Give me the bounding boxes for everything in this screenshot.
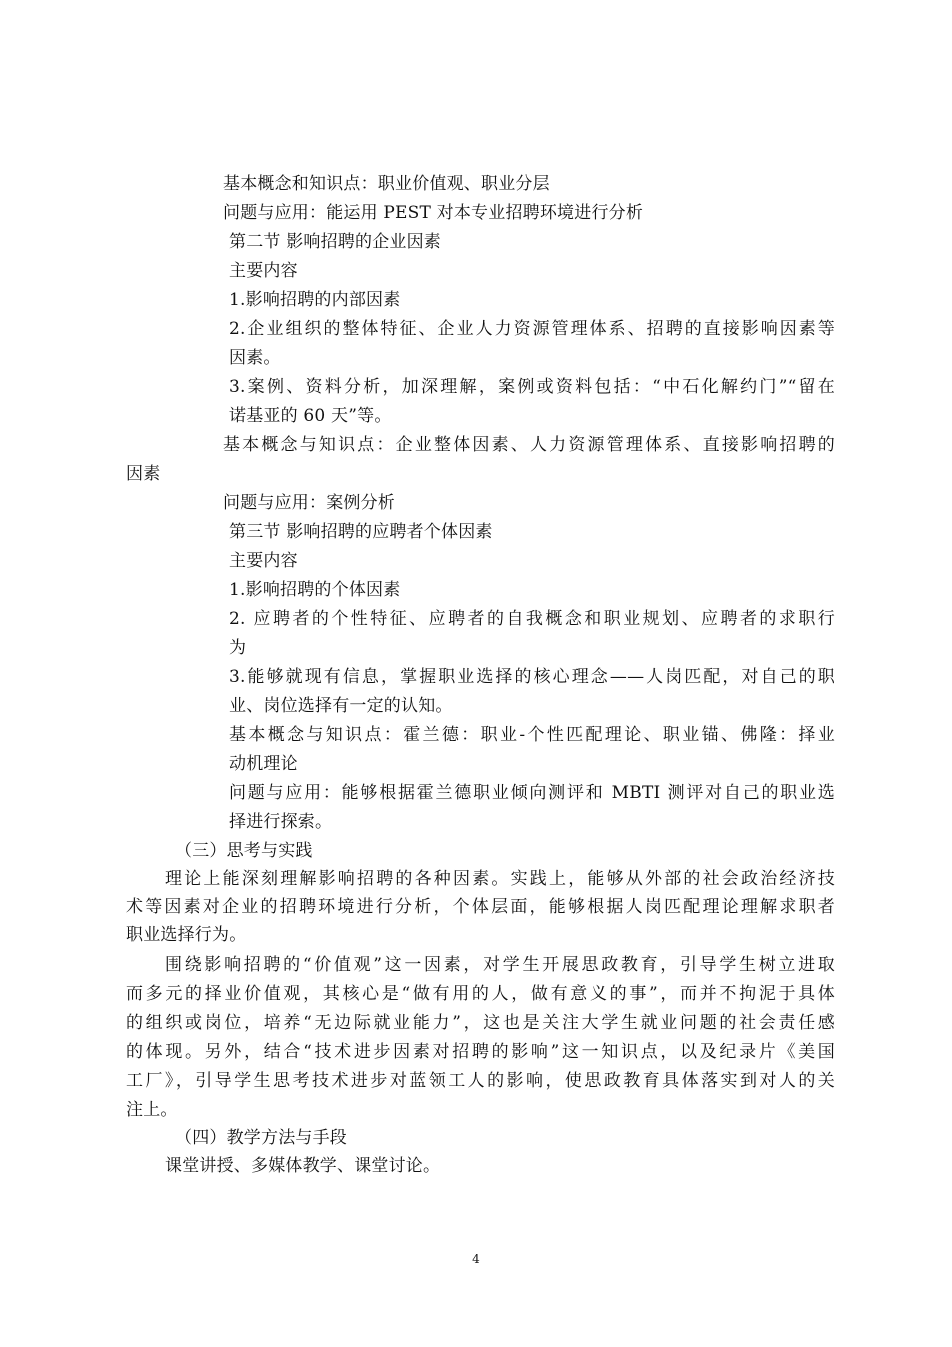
paragraph-line: 术等因素对企业的招聘环境进行分析，个体层面，能够根据人岗匹配理论理解求职者 [126,897,835,917]
text-line: 3.案例、资料分析，加深理解，案例或资料包括：“中石化解约门”“留在 [229,377,835,397]
text-line: 基本概念和知识点：职业价值观、职业分层 [223,174,550,194]
text-line: 因素。 [229,348,281,368]
paragraph-line: 而多元的择业价值观，其核心是“做有用的人，做有意义的事”，而并不拘泥于具体 [126,984,835,1004]
paragraph-line: 职业选择行为。 [126,925,247,945]
text-line: 1.影响招聘的个体因素 [229,580,401,600]
text-line: 主要内容 [229,261,298,281]
text-line: 2.企业组织的整体特征、企业人力资源管理体系、招聘的直接影响因素等 [229,319,835,339]
section-heading: 第三节 影响招聘的应聘者个体因素 [229,522,493,542]
text-line: 3.能够就现有信息，掌握职业选择的核心理念——人岗匹配，对自己的职 [229,667,835,687]
text-line: 因素 [126,464,161,484]
text-line: 问题与应用：能运用 PEST 对本专业招聘环境进行分析 [223,203,644,223]
paragraph-line: 理论上能深刻理解影响招聘的各种因素。实践上，能够从外部的社会政治经济技 [165,869,835,889]
text-line: 2. 应聘者的个性特征、应聘者的自我概念和职业规划、应聘者的求职行 [229,609,835,629]
paragraph-line: 工厂》，引导学生思考技术进步对蓝领工人的影响，使思政教育具体落实到对人的关 [126,1071,835,1091]
paragraph-line: 课堂讲授、多媒体教学、课堂讨论。 [165,1156,441,1176]
text-line: 主要内容 [229,551,298,571]
text-line: 1.影响招聘的内部因素 [229,290,401,310]
subsection-heading: （三）思考与实践 [175,841,313,861]
paragraph-line: 的组织或岗位，培养“无边际就业能力”，这也是关注大学生就业问题的社会责任感 [126,1013,835,1033]
text-line: 基本概念与知识点：企业整体因素、人力资源管理体系、直接影响招聘的 [223,435,835,455]
text-line: 为 [229,638,247,658]
page-number: 4 [472,1252,480,1266]
subsection-heading: （四）教学方法与手段 [175,1128,347,1148]
paragraph-line: 注上。 [126,1100,178,1120]
text-line: 动机理论 [229,754,298,774]
paragraph-line: 的体现。另外，结合“技术进步因素对招聘的影响”这一知识点，以及纪录片《美国 [126,1042,835,1062]
paragraph-line: 围绕影响招聘的“价值观”这一因素，对学生开展思政教育，引导学生树立进取 [165,955,835,975]
text-line: 择进行探索。 [229,812,333,832]
section-heading: 第二节 影响招聘的企业因素 [229,232,442,252]
text-line: 问题与应用：能够根据霍兰德职业倾向测评和 MBTI 测评对自己的职业选 [229,783,835,803]
text-line: 诺基亚的 60 天”等。 [229,406,392,426]
text-line: 业、岗位选择有一定的认知。 [229,696,453,716]
text-line: 问题与应用：案例分析 [223,493,395,513]
text-line: 基本概念与知识点：霍兰德：职业-个性匹配理论、职业锚、佛隆：择业 [229,725,835,745]
